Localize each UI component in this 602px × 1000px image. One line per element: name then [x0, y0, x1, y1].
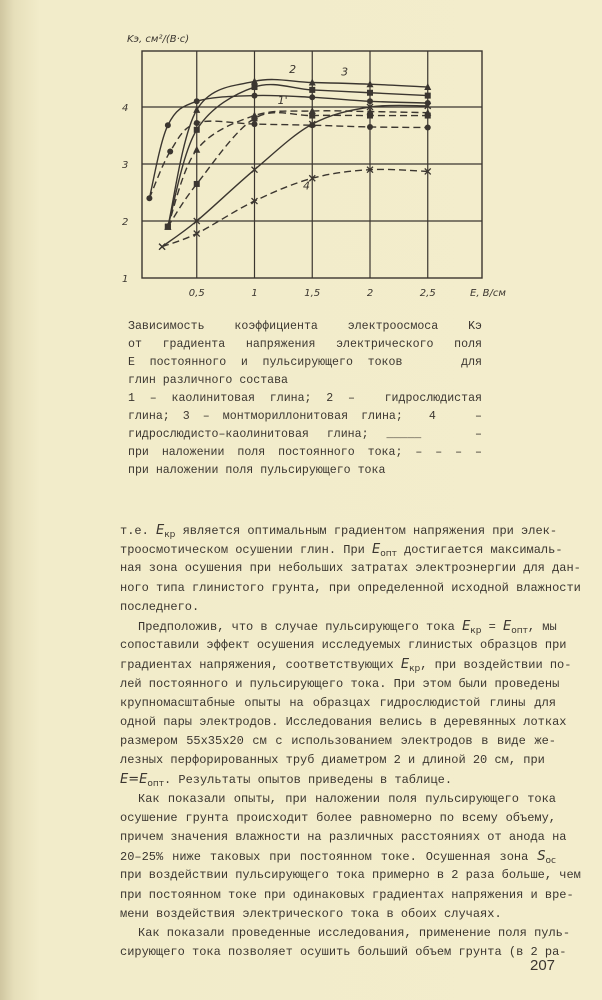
x-tick-label: 0,5	[188, 288, 205, 299]
formula-subscript: опт	[147, 779, 164, 790]
data-point-square	[194, 127, 200, 133]
x-axis-label: E, В/см	[470, 288, 506, 299]
text-line	[120, 790, 556, 809]
text-segment: последнего.	[120, 599, 200, 614]
series-line	[162, 169, 428, 246]
text-segment: . Результаты опытов приведены в таблице.	[163, 773, 453, 788]
caption-line: 1 – каолинитовая глина; 2 – гидрослюдистая	[128, 392, 482, 405]
data-point-square	[252, 84, 258, 90]
text-segment: при воздействии пульсирующего тока примерно в 2 раза больше, чем	[120, 868, 581, 883]
text-segment: =	[481, 619, 504, 634]
data-point-circle	[194, 98, 200, 104]
text-segment: лезных перфорированных труб диаметром 2 и длиной 20 см, при	[120, 753, 545, 768]
text-line	[120, 770, 556, 789]
text-line	[120, 924, 571, 943]
text-segment: является оптимальным градиентом напряжения при элек-	[175, 524, 558, 538]
data-point-square	[425, 113, 431, 119]
y-tick-label: 1	[122, 274, 129, 285]
caption-line: E постоянного и пульсирующего токов для	[128, 356, 482, 369]
text-line	[120, 675, 560, 694]
text-segment: сопоставили эффект осушения исследуемых глинистых образцов при	[120, 638, 567, 653]
caption-line: Зависимость коэффициента электроосмоса Kэ	[128, 320, 482, 333]
formula-subscript: опт	[511, 625, 528, 636]
text-segment: Как показали опыты, при наложении поля пульсирующего тока	[138, 791, 556, 806]
text-line	[120, 847, 556, 866]
text-segment: осушение грунта происходит более равномерно по всему объему,	[120, 810, 556, 825]
data-point-square	[309, 87, 315, 93]
text-line	[120, 866, 581, 885]
text-segment: 20–25% ниже таковых при постоянном токе. Осушенная зона	[120, 850, 538, 865]
x-tick-label: 1,5	[304, 288, 321, 299]
text-segment: ного типа глинистого грунта, при определенной исходной влажности	[120, 580, 581, 595]
text-line	[120, 732, 556, 751]
series-line	[149, 95, 427, 198]
text-segment: причем значения влажности на различных расстояниях от анода на	[120, 830, 567, 844]
formula-variable: E	[400, 657, 410, 673]
text-segment: т.е.	[120, 524, 157, 538]
data-point-circle	[194, 120, 200, 126]
series-line	[168, 111, 428, 227]
figure-caption	[128, 318, 482, 480]
data-point-circle	[367, 124, 373, 130]
series-2-solid	[164, 77, 431, 229]
text-line	[120, 809, 556, 828]
text-segment: крупномасштабные опыты на образцах гидрослюдистой глины для	[120, 695, 556, 710]
text-line	[120, 540, 563, 560]
data-point-square	[367, 113, 373, 119]
data-point-square	[252, 115, 258, 121]
text-segment: достигается максималь-	[396, 543, 563, 558]
formula-subscript: опт	[380, 549, 397, 560]
curve-label: 3	[341, 65, 349, 79]
text-line	[120, 905, 556, 924]
y-axis-label: Kэ, см²/(В·с)	[127, 34, 190, 45]
formula-variable: S	[537, 849, 546, 865]
text-line	[120, 655, 572, 675]
text-segment: сирующего тока позволяет осушить больший объем грунта (в 2 ра-	[120, 945, 567, 960]
text-line	[120, 636, 567, 655]
text-line	[120, 559, 581, 578]
x-tick-label: 1	[251, 288, 258, 299]
x-tick-label: 2	[366, 288, 374, 299]
text-segment: Предположив, что в случае пульсирующего тока	[138, 619, 463, 634]
formula-variable: E	[372, 542, 381, 558]
caption-line: гидрослюдисто–каолинитовая глина; _____ –	[128, 428, 482, 441]
y-tick-label: 2	[122, 217, 129, 228]
data-point-square	[194, 181, 200, 187]
formula-variable: E	[156, 523, 165, 538]
data-point-circle	[367, 98, 373, 104]
curve-label: 4	[303, 179, 311, 193]
text-line	[120, 694, 556, 713]
formula-subscript: кр	[409, 664, 421, 675]
formula-variable: E	[503, 618, 512, 634]
x-tick-label: 2,5	[419, 288, 436, 299]
data-point-circle	[252, 93, 258, 99]
formula-subscript: кр	[164, 530, 176, 540]
caption-line: глин различного состава	[128, 374, 289, 387]
text-line	[120, 751, 556, 770]
text-segment: , мы	[527, 619, 557, 634]
text-line	[120, 598, 556, 617]
data-point-circle	[309, 94, 315, 100]
data-point-circle	[167, 148, 173, 154]
text-line	[120, 617, 556, 636]
text-line	[120, 828, 567, 847]
body-text	[120, 521, 581, 962]
curve-label: 2	[289, 62, 297, 76]
text-segment: мени воздействия электрического тока в обоих случаях.	[120, 906, 502, 921]
text-segment: градиентах напряжения, соответствующих	[120, 658, 401, 673]
caption-line: при наложении поля постоянного тока; – – – –	[128, 446, 482, 459]
text-segment: одной пары электродов. Исследования велись в деревянных лотках	[120, 714, 567, 729]
text-segment: размером 55x35x20 см с использованием электродов в виде же-	[120, 734, 556, 749]
data-point-square	[425, 93, 431, 99]
data-point-circle	[425, 125, 431, 131]
data-point-square	[165, 224, 171, 230]
data-point-circle	[165, 122, 171, 128]
formula-subscript: ос	[545, 856, 556, 867]
caption-line: от градиента напряжения электрического поля	[128, 338, 482, 351]
text-segment: Как показали проведенные исследования, применение поля пуль-	[138, 925, 571, 940]
y-tick-label: 4	[122, 103, 129, 114]
data-point-square	[367, 90, 373, 96]
series-line	[162, 105, 428, 246]
y-tick-label: 3	[122, 160, 129, 171]
caption-line: при наложении поля пульсирующего тока	[128, 464, 386, 477]
text-line	[120, 886, 574, 905]
series-3-dashed	[165, 113, 431, 230]
text-line	[120, 943, 567, 962]
caption-line: глина; 3 – монтмориллонитовая глина; 4 –	[128, 410, 482, 423]
text-line	[120, 521, 556, 540]
text-segment: ная зона осушения при небольших затратах электроэнергии для дан-	[120, 561, 581, 576]
formula-subscript: кр	[470, 625, 482, 636]
text-segment: троосмотическом осушении глин. При	[120, 543, 373, 558]
page-number: 207	[530, 957, 556, 974]
data-point-triangle	[193, 146, 200, 153]
formula-variable: E=E	[120, 772, 148, 788]
formula-variable: E	[462, 618, 471, 634]
data-point-square	[309, 113, 315, 119]
data-point-circle	[252, 121, 258, 127]
text-line	[120, 713, 567, 732]
curve-label: 1'	[277, 94, 288, 108]
text-segment: лей постоянного и пульсирующего тока. При этом были проведены	[120, 676, 560, 691]
text-segment: при постоянном токе при одинаковых градиентах напряжения и вре-	[120, 887, 574, 902]
electroosmosis-chart	[100, 20, 506, 310]
text-line	[120, 579, 581, 598]
text-segment: , при воздействии по-	[420, 658, 572, 673]
